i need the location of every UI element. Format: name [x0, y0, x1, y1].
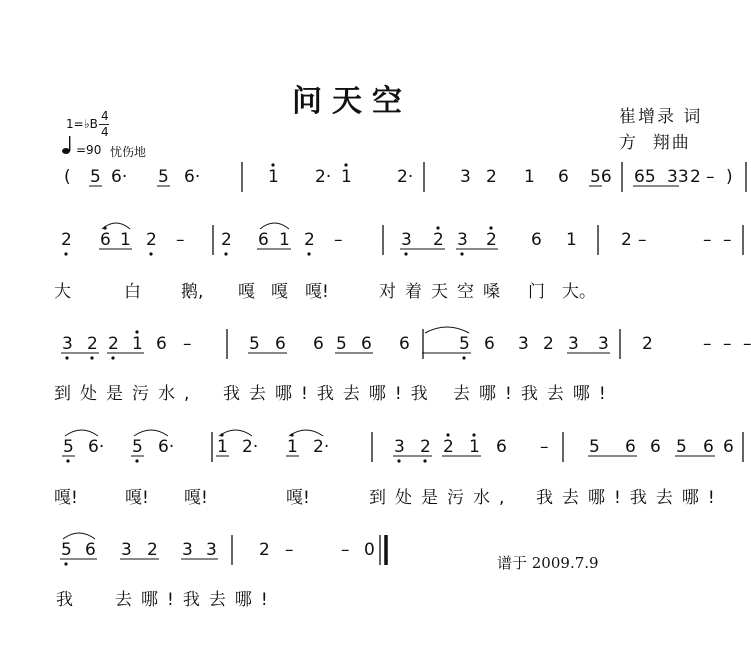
numbered-note: 5 — [90, 167, 101, 187]
numbered-note: 6 — [496, 437, 507, 457]
numbered-note: 2 — [61, 230, 72, 250]
dash-note: – — [285, 540, 294, 560]
numbered-note: 5 — [132, 437, 143, 457]
numbered-note: 3 — [457, 230, 468, 250]
lyric-word: 嘎! — [54, 488, 78, 508]
numbered-note: 33 — [667, 167, 689, 187]
octave-dot-below — [66, 459, 69, 462]
numbered-note: 3 — [62, 334, 73, 354]
numbered-note: 6 — [625, 437, 636, 457]
numbered-note: 2 — [443, 437, 454, 457]
dash-note: – — [341, 540, 350, 560]
numbered-note: 3 — [182, 540, 193, 560]
numbered-note: 3 — [401, 230, 412, 250]
numbered-note: 2· — [315, 167, 332, 187]
numbered-note: 5 — [336, 334, 347, 354]
slur-arc — [260, 223, 289, 229]
octave-dot-below — [135, 459, 138, 462]
octave-dot-below — [224, 252, 227, 255]
lyric-word: 我去哪!我去哪!我 — [223, 384, 437, 404]
numbered-note: 6· — [88, 437, 105, 457]
numbered-note: 6 — [531, 230, 542, 250]
numbered-note: 5 — [589, 437, 600, 457]
numbered-note: 6 — [484, 334, 495, 354]
slur-arc — [65, 430, 98, 436]
lyric-word: 嘎! — [286, 488, 310, 508]
lyric-word: 到处是污水, — [369, 488, 514, 508]
numbered-note: 2· — [242, 437, 259, 457]
octave-dot-above — [135, 330, 138, 333]
numbered-note: 6 — [275, 334, 286, 354]
dash-note: – — [183, 334, 192, 354]
octave-dot-below — [307, 252, 310, 255]
lyric-word: 到处是污水, — [54, 384, 199, 404]
numbered-note: 3 — [121, 540, 132, 560]
numbered-note: 5 — [63, 437, 74, 457]
numbered-note: 3 — [518, 334, 529, 354]
numbered-note: 2 — [621, 230, 632, 250]
lyric-word: 去哪!我去哪! — [453, 384, 615, 404]
lyric-word: 嘎! — [305, 282, 329, 302]
lyric-word: 门 — [528, 282, 545, 302]
numbered-note: 2 — [147, 540, 158, 560]
lyric-word: 大 — [54, 282, 71, 302]
dash-note: – — [334, 230, 343, 250]
lyricist-credit: 崔增录 词 — [619, 107, 703, 127]
numbered-note: 2 — [108, 334, 119, 354]
numbered-note: 2 — [221, 230, 232, 250]
time-signature-bottom: 4 — [101, 125, 109, 139]
numbered-note: 65 — [634, 167, 656, 187]
dash-note: – — [703, 230, 712, 250]
lyric-word: 我 — [56, 590, 73, 610]
dash-note: – — [540, 437, 549, 457]
numbered-note: 6· — [184, 167, 201, 187]
numbered-note: 2· — [313, 437, 330, 457]
numbered-note: 6 — [258, 230, 269, 250]
numbered-note: 2 — [486, 167, 497, 187]
numbered-note: 2 — [486, 230, 497, 250]
lyric-word: 我去哪!我去哪! — [536, 488, 724, 508]
numbered-note: 1 — [268, 167, 279, 187]
lyric-word: 鹅, — [181, 282, 204, 302]
key-label: 1= — [66, 117, 84, 131]
octave-dot-below — [111, 356, 114, 359]
lyric-word: 去哪!我去哪! — [115, 590, 277, 610]
numbered-note: 1 — [279, 230, 290, 250]
composition-date: 谱于 2009.7.9 — [497, 554, 599, 572]
numbered-note: 3 — [460, 167, 471, 187]
time-signature-top: 4 — [101, 109, 109, 123]
octave-dot-above — [472, 433, 475, 436]
octave-dot-below — [404, 252, 407, 255]
numbered-note: 6 — [313, 334, 324, 354]
numbered-note: 1 — [469, 437, 480, 457]
numbered-note: 3 — [206, 540, 217, 560]
song-title: 问天空 — [292, 84, 412, 119]
slur-arc — [63, 533, 95, 539]
dash-note: – — [743, 334, 751, 354]
numbered-note: 5 — [158, 167, 169, 187]
octave-dot-below — [149, 252, 152, 255]
octave-dot-above — [489, 226, 492, 229]
numbered-note: 2 — [304, 230, 315, 250]
tempo-value: =90 — [76, 143, 102, 157]
lyric-word: 对着天空嗓 — [379, 282, 509, 302]
numbered-note: 6 — [650, 437, 661, 457]
numbered-note: 6· — [158, 437, 175, 457]
slur-arc — [289, 430, 323, 436]
dash-note: – — [723, 230, 732, 250]
numbered-note: 5 — [61, 540, 72, 560]
numbered-note: 6 — [558, 167, 569, 187]
octave-dot-below — [64, 562, 67, 565]
numbered-note: 3 — [598, 334, 609, 354]
dash-note: – — [703, 334, 712, 354]
slur-arc — [219, 430, 252, 436]
dash-note: – — [638, 230, 647, 250]
numbered-note: 2 — [420, 437, 431, 457]
numbered-note: 1 — [217, 437, 228, 457]
numbered-note: 2· — [397, 167, 414, 187]
numbered-note: 6· — [111, 167, 128, 187]
numbered-note: 2 — [259, 540, 270, 560]
numbered-note: 56 — [590, 167, 612, 187]
octave-dot-below — [462, 356, 465, 359]
numbered-note: 1 — [524, 167, 535, 187]
lyric-word: 嘎! — [184, 488, 208, 508]
dash-note: – — [706, 167, 715, 187]
lyric-word: 大。 — [562, 282, 596, 302]
dash-note: – — [723, 334, 732, 354]
numbered-note: 0 — [364, 540, 375, 560]
key-flat-note: ♭B — [84, 117, 98, 131]
octave-dot-below — [90, 356, 93, 359]
composer-credit: 方 翔曲 — [619, 133, 691, 153]
lyric-word: 白 — [124, 282, 141, 302]
numbered-note: 6 — [156, 334, 167, 354]
octave-dot-below — [460, 252, 463, 255]
numbered-note: 2 — [543, 334, 554, 354]
slur-arc — [425, 327, 469, 333]
numbered-note: 1 — [120, 230, 131, 250]
lyric-word: 嘎! — [125, 488, 149, 508]
lyric-word: 嘎 — [271, 282, 288, 302]
octave-dot-above — [271, 163, 274, 166]
numbered-note: 1 — [287, 437, 298, 457]
numbered-note: 5 — [676, 437, 687, 457]
numbered-note: 6 — [85, 540, 96, 560]
octave-dot-below — [423, 459, 426, 462]
octave-dot-above — [446, 433, 449, 436]
numbered-note: 2 — [433, 230, 444, 250]
numbered-note: 2 — [87, 334, 98, 354]
numbered-note: 1 — [132, 334, 143, 354]
lyric-word: 嘎 — [238, 282, 255, 302]
numbered-note: 1 — [566, 230, 577, 250]
octave-dot-below — [397, 459, 400, 462]
numbered-note: ( — [64, 167, 71, 187]
numbered-note: 5 — [459, 334, 470, 354]
numbered-note: 6 — [361, 334, 372, 354]
numbered-note: 1 — [341, 167, 352, 187]
dash-note: – — [176, 230, 185, 250]
numbered-note: 6 — [399, 334, 410, 354]
slur-arc — [134, 430, 168, 436]
octave-dot-below — [64, 252, 67, 255]
numbered-note: 6 — [703, 437, 714, 457]
octave-dot-above — [436, 226, 439, 229]
octave-dot-above — [344, 163, 347, 166]
numbered-note: 3 — [568, 334, 579, 354]
numbered-note: 6 — [723, 437, 734, 457]
numbered-note: 5 — [249, 334, 260, 354]
tempo-expression: 忧伤地 — [110, 145, 147, 159]
numbered-note: 6 — [100, 230, 111, 250]
numbered-note: 2 — [146, 230, 157, 250]
numbered-note: 3 — [394, 437, 405, 457]
numbered-note: ) — [726, 167, 733, 187]
numbered-note: 2 — [642, 334, 653, 354]
numbered-note: 2 — [690, 167, 701, 187]
octave-dot-below — [65, 356, 68, 359]
